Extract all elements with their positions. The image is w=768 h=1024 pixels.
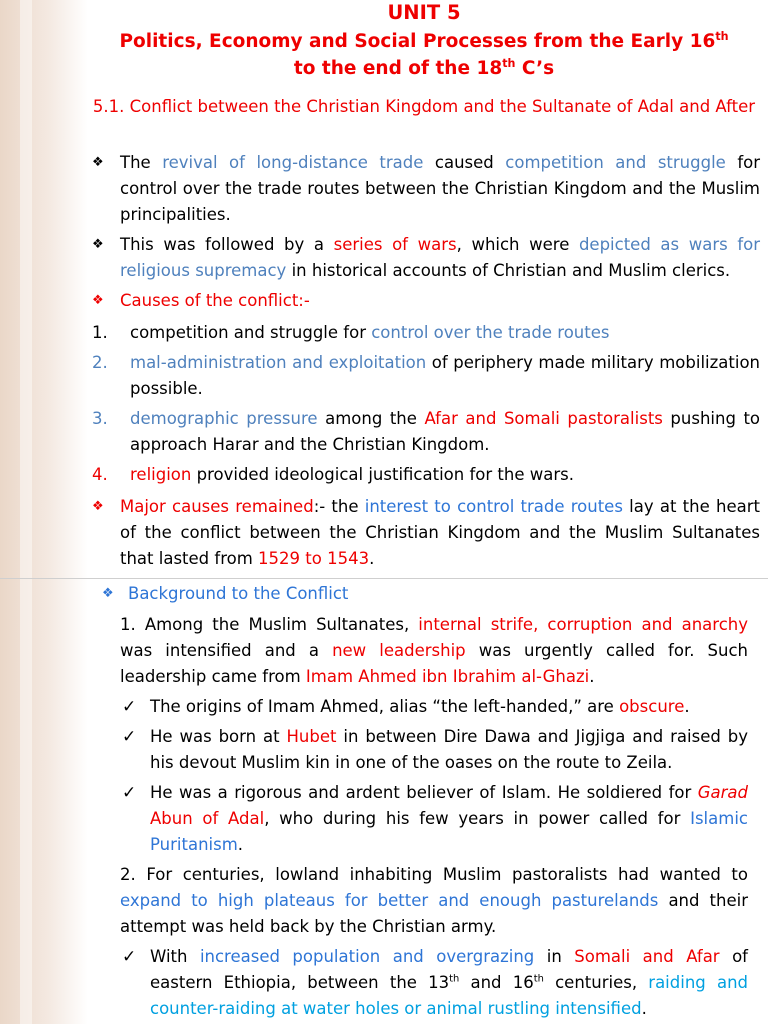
- checkmark-icon: ✓: [122, 697, 137, 717]
- diamond-bullet-icon: ❖: [92, 237, 104, 252]
- cause-item-2: mal-administration and exploitation of periphery made military mobilization possible.: [130, 353, 761, 398]
- diamond-bullet-icon: ❖: [92, 293, 104, 308]
- cause-number: 2.: [92, 353, 108, 372]
- diamond-bullet-icon: ❖: [92, 155, 104, 170]
- background-heading: Background to the Conflict: [128, 584, 349, 603]
- cause-item-3: demographic pressure among the Afar and Somali pastoralists pushing to approach Harar and the Christian Kingdom.: [130, 409, 761, 454]
- cause-number: 4.: [92, 465, 108, 484]
- slide-title: Politics, Economy and Social Processes from the Early 16th to the end of the 18th C’s: [119, 29, 729, 79]
- cause-number: 1.: [92, 323, 108, 342]
- checkmark-icon: ✓: [122, 947, 137, 967]
- paragraph-1: 1. Among the Muslim Sultanates, internal strife, corruption and anarchy was intensified and a new leadership was urgently called for. Such leadership came from Imam Ahmed ibn Ibrahim al-Ghazi.: [120, 615, 749, 686]
- major-causes: Major causes remained:- the interest to control trade routes lay at the heart of the conflict between the Christian Kingdom and the Muslim Sultanates that lasted from 1529 to 1543.: [120, 497, 760, 568]
- check-item-birthplace: He was born at Hubet in between Dire Dawa and Jigjiga and raised by his devout Muslim kin in one of the oases on the route to Zeila.: [150, 727, 748, 772]
- cause-number: 3.: [92, 409, 108, 428]
- checkmark-icon: ✓: [122, 783, 137, 803]
- check-item-origins: The origins of Imam Ahmed, alias “the left-handed,” are obscure.: [150, 697, 690, 716]
- unit-label: UNIT 5: [387, 1, 461, 24]
- cause-item-1: competition and struggle for control over the trade routes: [130, 323, 610, 342]
- paragraph-2: 2. For centuries, lowland inhabiting Muslim pastoralists had wanted to expand to high plateaus for better and enough pasturelands and their attempt was held back by the Christian army.: [120, 865, 748, 936]
- bullet-series-of-wars: This was followed by a series of wars, which were depicted as wars for religious supremacy in historical accounts of Christian and Muslim clerics.: [120, 235, 761, 280]
- diamond-bullet-icon: ❖: [102, 586, 114, 601]
- diamond-bullet-icon: ❖: [92, 499, 104, 514]
- check-item-overgrazing: With increased population and overgrazing in Somali and Afar of eastern Ethiopia, between the 13th and 16th centuries, raiding and counter-raiding at water holes or animal rustling intensified.: [150, 947, 748, 1018]
- check-item-believer: He was a rigorous and ardent believer of Islam. He soldiered for Garad Abun of Adal, who during his few years in power called for Islamic Puritanism.: [150, 783, 748, 854]
- section-heading: 5.1. Conflict between the Christian Kingdom and the Sultanate of Adal and After: [92, 97, 756, 116]
- slide-2: [0, 578, 768, 1024]
- slide-decor-band: [0, 578, 88, 1024]
- checkmark-icon: ✓: [122, 727, 137, 747]
- slide-decor-band: [0, 0, 88, 578]
- bullet-revival-trade: The revival of long-distance trade caused competition and struggle for control over the trade routes between the Christian Kingdom and the Muslim principalities.: [120, 153, 761, 224]
- causes-heading: Causes of the conflict:-: [120, 291, 310, 310]
- slide-divider: [0, 578, 768, 579]
- cause-item-4: religion provided ideological justification for the wars.: [130, 465, 574, 484]
